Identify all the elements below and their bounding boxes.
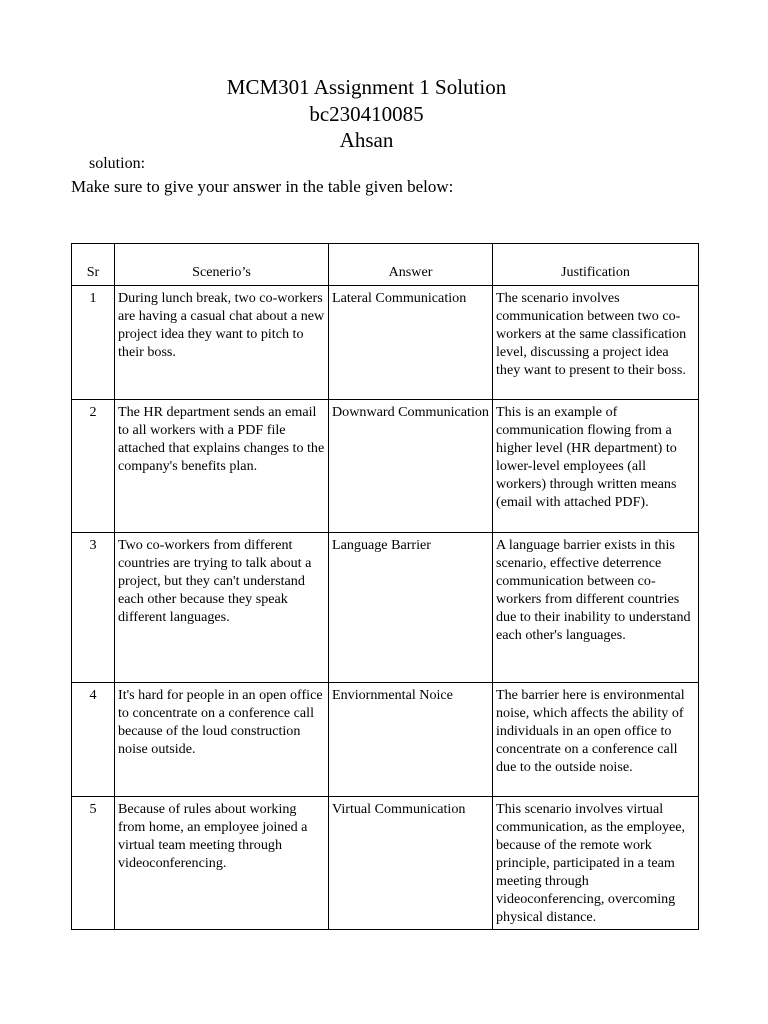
cell-justification: This is an example of communication flowing from a higher level (HR department) to lower-level employees (all workers) through written means (email with attached PDF).: [493, 400, 699, 533]
solution-label: solution:: [89, 155, 146, 172]
cell-sr: 1: [72, 286, 115, 400]
student-id: bc230410085: [309, 101, 424, 126]
cell-justification: The barrier here is environmental noise, which affects the ability of individuals in an open office to concentrate on a conference call due to the outside noise.: [493, 683, 699, 797]
table-header-row: [72, 244, 699, 286]
table-row: [72, 533, 699, 683]
document-title: MCM301 Assignment 1 Solution: [226, 75, 507, 99]
cell-justification: This scenario involves virtual communication, as the employee, because of the remote work principle, participated in a team meeting through videoconferencing, overcoming physical distance.: [493, 797, 699, 930]
cell-sr: 3: [72, 533, 115, 683]
cell-sr: 5: [72, 797, 115, 930]
cell-scenario: During lunch break, two co-workers are having a casual chat about a new project idea they want to pitch to their boss.: [115, 286, 329, 400]
header-sr: Sr: [72, 244, 115, 286]
table-row: [72, 286, 699, 400]
header-answer: Answer: [329, 244, 493, 286]
table-row: [72, 683, 699, 797]
cell-scenario: The HR department sends an email to all workers with a PDF file attached that explains changes to the company's benefits plan.: [115, 400, 329, 533]
cell-scenario: Because of rules about working from home, an employee joined a virtual team meeting through videoconferencing.: [115, 797, 329, 930]
student-name: Ahsan: [339, 128, 394, 152]
table-row: [72, 797, 699, 930]
cell-scenario: It's hard for people in an open office to concentrate on a conference call because of the loud construction noise outside.: [115, 683, 329, 797]
header-justification: Justification: [493, 244, 699, 286]
cell-answer: Enviornmental Noice: [329, 683, 493, 797]
cell-justification: A language barrier exists in this scenario, effective deterrence communication between co-workers from different countries due to their inability to understand each other's languages.: [493, 533, 699, 683]
cell-answer: Lateral Communication: [329, 286, 493, 400]
cell-answer: Language Barrier: [329, 533, 493, 683]
cell-answer: Virtual Communication: [329, 797, 493, 930]
document-header: [0, 74, 733, 154]
instruction-text: Make sure to give your answer in the table given below:: [71, 177, 454, 196]
header-scenario: Scenerio’s: [115, 244, 329, 286]
table-row: [72, 400, 699, 533]
answers-table: [71, 243, 699, 930]
cell-sr: 2: [72, 400, 115, 533]
cell-justification: The scenario involves communication between two co-workers at the same classification level, discussing a project idea they want to present to their boss.: [493, 286, 699, 400]
cell-scenario: Two co-workers from different countries are trying to talk about a project, but they can't understand each other because they speak different languages.: [115, 533, 329, 683]
cell-sr: 4: [72, 683, 115, 797]
cell-answer: Downward Communication: [329, 400, 493, 533]
